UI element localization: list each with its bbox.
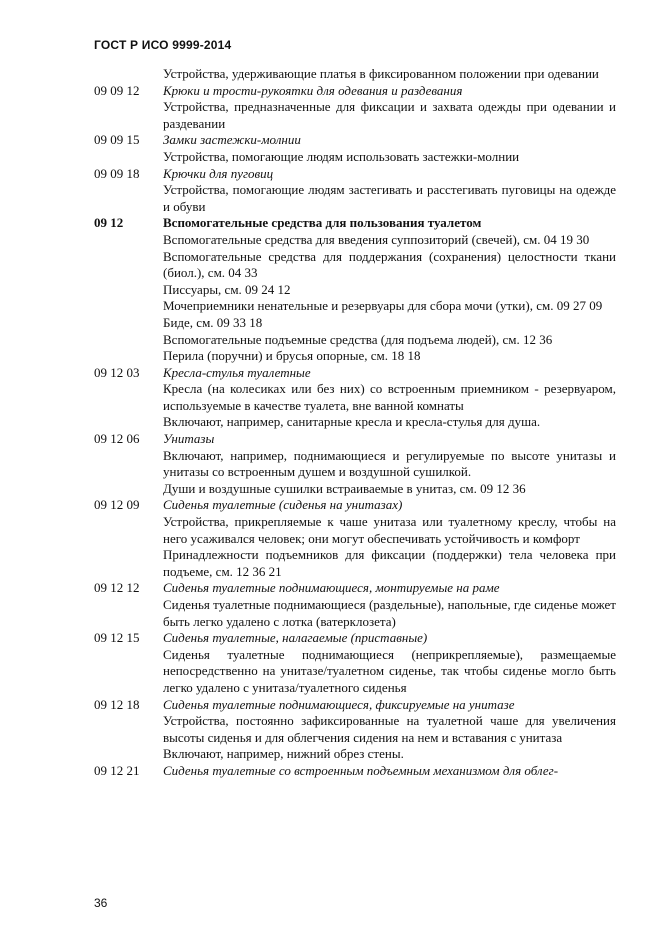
entry-paragraph: Включают, например, поднимающиеся и регулируемые по высоте унитазы и унитазы со встроенным душем и воздушной сушилкой. [163,447,616,480]
page-content [94,66,616,780]
section-title: Вспомогательные средства для пользования туалетом [163,215,482,231]
entry-code: 09 09 18 [94,165,140,181]
entry-body [163,83,616,133]
entry-code: 09 12 15 [94,630,140,646]
entry-paragraph: Души и воздушные сушилки встраиваемые в унитаз, см. 09 12 36 [163,480,526,496]
entry-body [163,215,616,364]
entry-paragraph: Устройства, предназначенные для фиксации и захвата одежды при одевании и раздевании [163,99,616,131]
entry-code: 09 12 09 [94,497,140,513]
entry-body [163,166,616,216]
entry-body [163,580,616,630]
entry-title: Сиденья туалетные поднимающиеся, фиксируемые на унитазе [163,696,515,712]
classification-entry [94,763,616,780]
section-entry [94,215,616,364]
entry-paragraph: Устройства, прикрепляемые к чаше унитаза или туалетному креслу, чтобы на него усаживался человек; они могут обеспечивать устойчивость и комфорт [163,514,616,546]
entry-body [163,630,616,696]
entry-paragraph: Устройства, помогающие людям застегивать и расстегивать пуговицы на одежде и обуви [163,182,616,214]
entry-paragraph: Кресла (на колесиках или без них) со встроенным приемником - резервуаром, используемые в качестве туалета, вне ванной комнаты [163,381,616,413]
entry-paragraph: Перила (поручни) и брусья опорные, см. 18 18 [163,348,421,364]
entry-paragraph: Включают, например, нижний обрез стены. [163,746,404,762]
entry-paragraph: Сиденья туалетные поднимающиеся (неприкрепляемые), размещаемые непосредственно на унитазе/туалетном сиденье, так чтобы сиденье могло быть легко удалено с унитаза/туалетного сиденья [163,646,616,695]
entry-paragraph: Вспомогательные средства для введения суппозиторий (свечей), см. 04 19 30 [163,231,590,247]
document-header: ГОСТ Р ИСО 9999-2014 [94,38,232,52]
entry-title: Сиденья туалетные (сиденья на унитазах) [163,497,403,513]
entry-code: 09 12 12 [94,580,140,596]
entry-title: Сиденья туалетные, налагаемые (приставные) [163,630,428,646]
entry-paragraph: Устройства, помогающие людям использовать застежки-молнии [163,148,520,164]
entry-code: 09 09 12 [94,82,140,98]
page-number: 36 [94,896,108,910]
classification-entry [94,83,616,133]
entry-paragraph: Устройства, удерживающие платья в фиксированном положении при одевании [163,66,599,81]
entry-paragraph: Мочеприемники ненательные и резервуары для сбора мочи (утки), см. 09 27 09 [163,298,603,314]
entry-paragraph: Писсуары, см. 09 24 12 [163,281,291,297]
classification-entry [94,166,616,216]
entry-title: Замки застежки-молнии [163,132,301,148]
section-code: 09 12 [94,215,124,231]
entry-paragraph: Сиденья туалетные поднимающиеся (раздельные), напольные, где сиденье может быть легко удалено с лотка (ватерклозета) [163,597,616,629]
classification-entry [94,431,616,497]
entry-body [163,431,616,497]
entry-paragraph: Принадлежности подъемников для фиксации (поддержки) тела человека при подъеме, см. 12 36 21 [163,547,616,579]
entry-title: Сиденья туалетные со встроенным подъемным механизмом для облег- [163,762,559,778]
entry-body [163,365,616,431]
entry-title: Кресла-стулья туалетные [163,364,311,380]
entry-paragraph: Биде, см. 09 33 18 [163,314,263,330]
intro-entry [94,66,616,83]
entry-paragraph: Вспомогательные подъемные средства (для подъема людей), см. 12 36 [163,331,553,347]
classification-entry [94,365,616,431]
classification-entry [94,580,616,630]
entry-paragraph: Устройства, постоянно зафиксированные на туалетной чаше для увеличения высоты сиденья и для облегчения сидения на нем и вставания с унитаза [163,713,616,745]
entry-body [163,763,616,780]
entry-title: Крюки и трости-рукоятки для одевания и раздевания [163,82,463,98]
entry-code: 09 12 21 [94,762,140,778]
entry-body [163,497,616,580]
entry-paragraph: Включают, например, санитарные кресла и кресла-стулья для душа. [163,414,541,430]
entry-title: Крючки для пуговиц [163,165,274,181]
entry-paragraph: Вспомогательные средства для поддержания (сохранения) целостности ткани (биол.), см. 04 33 [163,248,616,281]
entry-body [163,132,616,165]
entry-code: 09 12 18 [94,696,140,712]
entry-code: 09 12 03 [94,364,140,380]
entry-code-empty [94,66,163,83]
entry-title: Унитазы [163,431,215,447]
entry-body [163,66,616,83]
classification-entry [94,132,616,165]
classification-entry [94,497,616,580]
entry-code: 09 12 06 [94,431,140,447]
classification-entry [94,697,616,763]
entry-body [163,697,616,763]
entry-code: 09 09 15 [94,132,140,148]
classification-entry [94,630,616,696]
entry-title: Сиденья туалетные поднимающиеся, монтируемые на раме [163,580,500,596]
